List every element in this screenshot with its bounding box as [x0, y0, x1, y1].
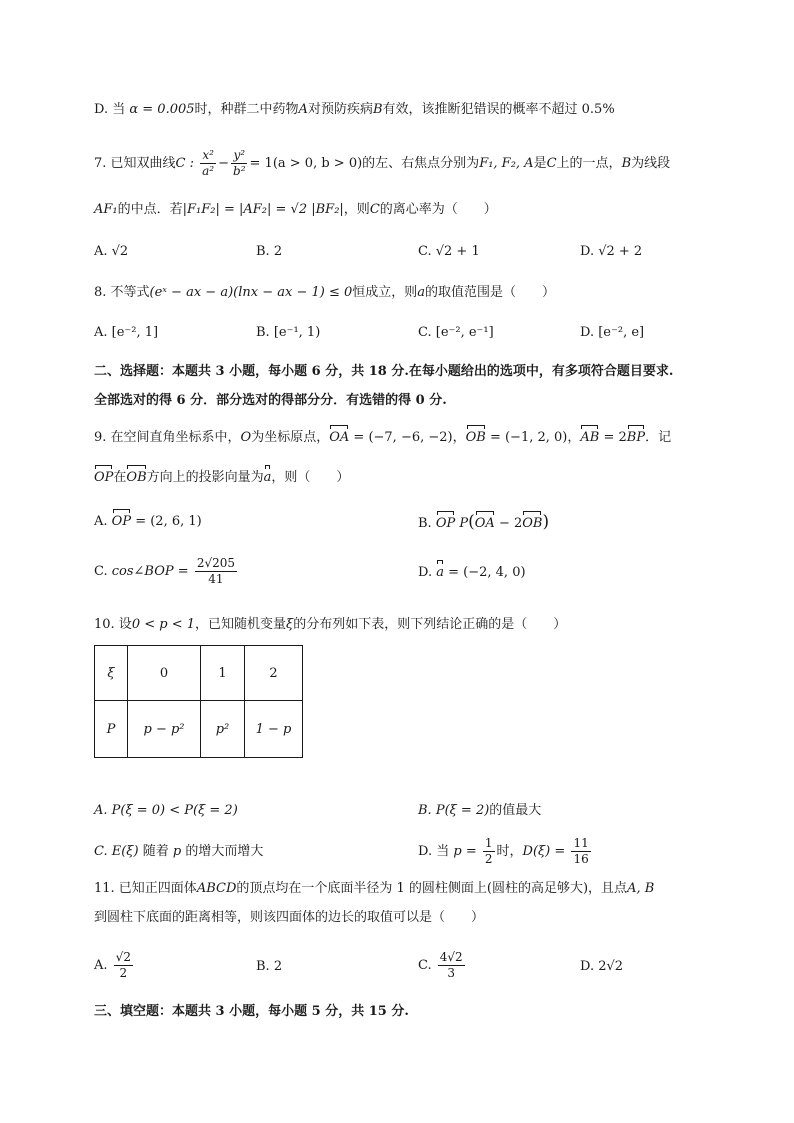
q10-text: 10. 设 — [94, 617, 132, 632]
q9-vec-ab: AB — [580, 428, 599, 448]
q10-distribution-table — [94, 645, 303, 758]
q8-stem — [94, 283, 555, 303]
q11-c-label: C. — [418, 958, 432, 973]
q9-option-a — [94, 512, 202, 532]
q7-condition: = 1(a > 0, b > 0) — [249, 156, 363, 171]
q11-option-a — [94, 950, 135, 981]
q7-text5: 为线段 — [631, 156, 671, 171]
q10-option-a: A. P(ξ = 0) < P(ξ = 2) — [94, 803, 238, 818]
table-cell: 1 − p — [245, 701, 303, 758]
q9-text5: 方向上的投影向量为 — [146, 470, 264, 485]
q10-b-expr: B. P(ξ = 2) — [418, 803, 490, 818]
q9-option-c — [94, 556, 239, 587]
q9-c-expr: cos∠BOP = — [111, 564, 189, 579]
q7-condition2: |F₁F₂| = |AF₂| = √2 |BF₂| — [182, 202, 344, 217]
table-cell: 1 — [201, 646, 245, 701]
q7-option-a: A. √2 — [94, 244, 129, 259]
q10-d-result: $\frac{11}{16}$ — [573, 836, 589, 866]
q10-range: 0 < p < 1 — [131, 617, 195, 632]
q9-text: 9. 在空间直角坐标系中， — [94, 430, 241, 445]
q10-xi: ξ — [286, 617, 294, 632]
section2-heading: 二、选择题：本题共 3 小题，每小题 6 分，共 18 分.在每小题给出的选项中，有多项符合题目要求. — [94, 364, 674, 379]
q7-text4: 上的一点， — [556, 156, 622, 171]
table-row — [95, 646, 303, 701]
q7-frac-x: $\frac{\text{x²}}{\text{a²}}$ — [202, 148, 215, 178]
q6-option-d — [94, 100, 615, 120]
q9-o: O — [240, 430, 252, 445]
q7-stem-line1: 7. 已知双曲线C : $\frac{\text{x²}}{\text{a²}}$ − $\frac{\text{y²}}{\text{b²}}$ = 1(a > 0, b > 0)的左、右焦点分别为F₁, F₂, A是C上的一点，B为线段 — [94, 148, 671, 178]
q9-b-vec-ob: OB — [522, 514, 542, 534]
q11-a-fraction: $\frac{√2}{2}$ — [115, 950, 131, 980]
q11-option-d: D. 2√2 — [580, 959, 624, 974]
q8-option-a: A. [e⁻², 1] — [94, 325, 159, 340]
q7-frac-y: $\frac{\text{y²}}{\text{b²}}$ — [233, 148, 246, 178]
q7-option-b: B. 2 — [256, 244, 283, 259]
q7-option-c: C. √2 + 1 — [418, 244, 480, 259]
q9-a-value: = (2, 6, 1) — [131, 514, 202, 529]
q10-option-c — [94, 842, 263, 862]
q9-a-label: A. — [94, 514, 108, 529]
q9-text3: ．记 — [645, 430, 672, 445]
q9-vec-oa: OA — [329, 428, 349, 448]
q9-c-fraction: $\frac{2√205}{41}$ — [196, 556, 235, 586]
q9-vec-bp: BP — [627, 428, 645, 448]
q10-d-text: D. 当 — [418, 844, 450, 859]
q10-d-half: $\frac{1}{2}$ — [484, 836, 493, 866]
q6-d-text2: 时，种群二中药物 — [194, 102, 299, 117]
q8-option-d: D. [e⁻², e] — [580, 325, 645, 340]
q9-vec-op: OP — [94, 468, 113, 488]
q9-d-label: D. — [418, 565, 433, 580]
q7-stem-line2 — [94, 200, 497, 220]
q7-c: C — [546, 156, 557, 171]
q8-text3: 的取值范围是（ ） — [425, 285, 556, 300]
table-cell: p² — [201, 701, 245, 758]
q6-d-text: D. 当 — [94, 102, 126, 117]
q10-d-variance: D(ξ) = — [522, 844, 566, 859]
q10-c-p: p — [172, 844, 182, 859]
q8-expression: (eˣ − ax − a)(lnx − ax − 1) ≤ 0 — [149, 285, 353, 300]
q7-text: 7. 已知双曲线 — [94, 156, 176, 171]
q9-vec-ob2: OB — [126, 468, 146, 488]
q9-option-b: B. OP P(OA − 2OB) — [418, 512, 550, 532]
q11-text: 11. 已知正四面体 — [94, 881, 197, 896]
q11-stem-line1 — [94, 879, 654, 899]
q11-option-b: B. 2 — [256, 959, 283, 974]
q7-text3: 是 — [533, 156, 547, 171]
q7-text8: 的离心率为（ ） — [379, 202, 497, 217]
q7-af1: AF₁ — [94, 202, 118, 217]
section3-heading: 三、填空题：本题共 3 小题，每小题 5 分，共 15 分. — [94, 1004, 409, 1019]
q11-ab: A, B — [627, 881, 655, 896]
q10-c-text2: 的增大而增大 — [185, 844, 264, 859]
q9-b-mid: − 2 — [494, 516, 523, 531]
q7-text7: ，则 — [343, 202, 370, 217]
q8-text: 8. 不等式 — [94, 285, 150, 300]
q11-option-c — [418, 950, 467, 981]
q9-b-label: B. — [418, 516, 432, 531]
q7-c2: C — [369, 202, 380, 217]
q10-text2: ，已知随机变量 — [195, 617, 287, 632]
q9-oa-value: = (−7, −6, −2)， — [349, 430, 466, 445]
q9-ab-eq: = 2 — [599, 430, 627, 445]
q10-d-p: p = — [453, 844, 477, 859]
q11-stem-line2: 到圆柱下底面的距离相等，则该四面体的边长的取值可以是（ ） — [94, 910, 485, 925]
q11-c-fraction: $\frac{4√2}{3}$ — [439, 950, 463, 980]
q10-stem — [94, 615, 566, 635]
q9-a-vec: OP — [112, 512, 131, 532]
q9-text2: 为坐标原点， — [251, 430, 330, 445]
table-row — [95, 701, 303, 758]
table-cell: ξ — [95, 646, 128, 701]
q9-stem-line2 — [94, 468, 349, 488]
q7-text6: 的中点．若 — [117, 202, 183, 217]
table-cell: P — [95, 701, 128, 758]
q9-c-label: C. — [94, 564, 108, 579]
q11-abcd: ABCD — [196, 881, 237, 896]
q8-option-c: C. [e⁻², e⁻¹] — [418, 325, 494, 340]
q9-text4: 在 — [113, 470, 127, 485]
q10-d-text2: 时， — [496, 844, 523, 859]
q6-d-alpha: α = 0.005 — [129, 102, 195, 117]
q11-a-label: A. — [94, 958, 108, 973]
q9-d-vec: a — [436, 563, 444, 583]
q9-b-p: P — [455, 516, 469, 531]
q9-ob-value: = (−1, 2, 0)， — [485, 430, 581, 445]
q8-a: a — [417, 285, 426, 300]
q9-vec-ob: OB — [466, 428, 486, 448]
q10-option-d — [418, 836, 593, 867]
q7-option-d: D. √2 + 2 — [580, 244, 643, 259]
q9-option-d — [418, 563, 526, 583]
q7-foci: F₁, F₂, A — [479, 156, 534, 171]
q7-curve-name: C : — [175, 156, 195, 171]
table-cell: 2 — [245, 646, 303, 701]
table-cell: 0 — [128, 646, 201, 701]
q10-b-text: 的值最大 — [489, 803, 542, 818]
q9-text6: ，则（ ） — [271, 470, 350, 485]
q8-text2: 恒成立，则 — [352, 285, 418, 300]
q7-text2: 的左、右焦点分别为 — [362, 156, 480, 171]
q6-d-a: A — [298, 102, 308, 117]
q10-c-expr: C. E(ξ) — [94, 844, 139, 859]
q11-text2: 的顶点均在一个底面半径为 1 的圆柱侧面上(圆柱的高足够大)，且点 — [236, 881, 628, 896]
q10-c-text: 随着 — [142, 844, 169, 859]
q9-vec-a: a — [264, 468, 272, 488]
q9-stem-line1 — [94, 428, 671, 448]
q9-d-value: = (−2, 4, 0) — [444, 565, 526, 580]
q6-d-text4: 有效，该推断犯错误的概率不超过 0.5% — [382, 102, 615, 117]
q9-b-vec-oa: OA — [475, 514, 495, 534]
section2-instructions: 全部选对的得 6 分．部分选对的得部分分．有选错的得 0 分. — [94, 393, 447, 408]
q10-text3: 的分布列如下表，则下列结论正确的是（ ） — [293, 617, 567, 632]
q9-b-vec: OP — [436, 514, 455, 534]
q10-option-b — [418, 801, 541, 821]
q7-b: B — [621, 156, 632, 171]
q6-d-b: B — [372, 102, 383, 117]
q6-d-text3: 对预防疾病 — [307, 102, 373, 117]
q8-option-b: B. [e⁻¹, 1) — [256, 325, 321, 340]
table-cell: p − p² — [128, 701, 201, 758]
